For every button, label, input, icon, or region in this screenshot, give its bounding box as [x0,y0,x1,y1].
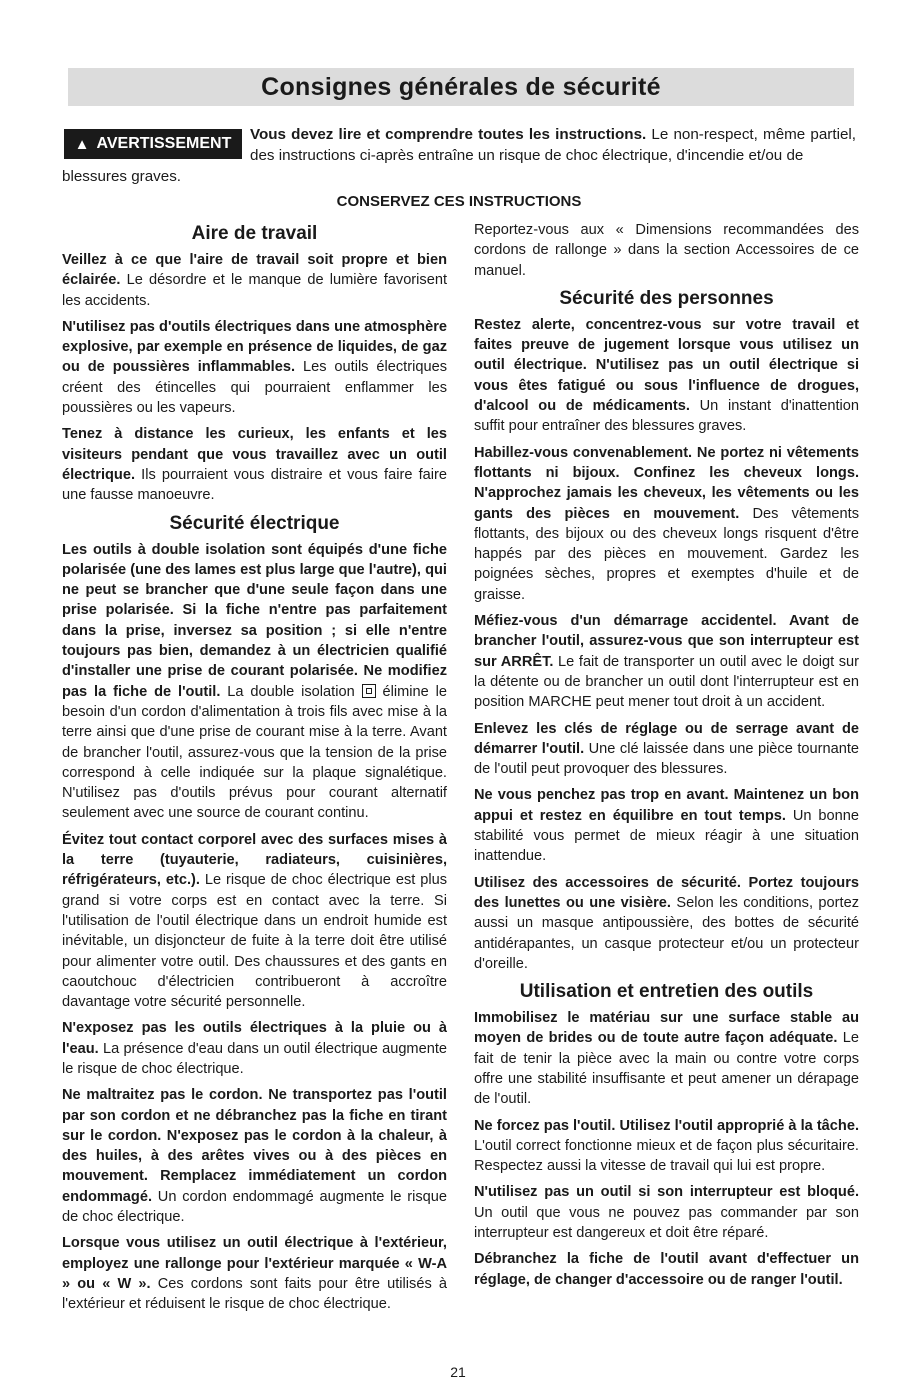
bold-lead: Enlevez les clés de réglage ou de serrage avant de démarrer l'outil. [474,720,859,757]
bold-lead: Restez alerte, concentrez-vous sur votre travail et faites preuve de jugement lorsque vous utilisez un outil électrique. N'utilisez pas un outil électrique si vous êtes fatigué ou sous l'influence de drogues, d'alcool ou de médicaments. [474,316,859,415]
body-text: Des vêtements flottants, des bijoux ou des cheveux longs risquent d'être happés par des pièces en mouvement. Gardez les poignées sèches, propres et exemptes d'huile et de graisse. [474,505,859,603]
bold-lead: N'utilisez pas d'outils électriques dans une atmosphère explosive, par exemple en présence de liquides, de gaz ou de poussières inflammables. [62,318,447,376]
paragraph [474,1116,859,1177]
body-text: Le désordre et le manque de lumière favorisent les accidents. [62,272,447,309]
page-number: 21 [450,1364,466,1380]
right-column [474,220,859,1296]
section-heading-personnes: Sécurité des personnes [559,287,774,309]
paragraph [62,317,447,418]
body-text: La présence d'eau dans un outil électrique augmente le risque de choc électrique. [62,1040,447,1077]
bold-lead: Ne maltraitez pas le cordon. Ne transportez pas l'outil par son cordon et ne débranchez pas la fiche en tirant sur le cordon. N'exposez pas le cordon à la chaleur, à des huiles, à des arêtes vives ou à des pièces en mouvement. Remplacez immédiatement un cordon endommagé. [62,1087,447,1205]
paragraph [62,1018,447,1079]
paragraph: Reportez-vous aux « Dimensions recommandées des cordons de rallonge » dans la section Accessoires de ce manuel. [474,222,859,279]
bold-lead: Lorsque vous utilisez un outil électrique à l'extérieur, employez une rallonge pour l'extérieur marquée « W-A » ou « W ». [62,1235,447,1292]
bold-lead: N'utilisez pas un outil si son interrupteur est bloqué. [474,1184,859,1201]
bold-lead: Tenez à distance les curieux, les enfants et les visiteurs pendant que vous travaillez avec un outil électrique. [62,426,447,483]
double-insulation-icon [362,684,376,698]
paragraph [474,873,859,974]
warning-label: AVERTISSEMENT [96,135,232,152]
body-text: L'outil correct fonctionne mieux et de façon plus sécuritaire. Respectez aussi la vitesse de travail qui lui est propre. [474,1137,859,1175]
left-column [62,220,447,1321]
paragraph [474,611,859,712]
warning-intro-cont: blessures graves. [62,168,182,185]
paragraph [474,1182,859,1243]
paragraph [62,1233,447,1314]
body-text: Ces cordons sont faits pour être utilisés à l'extérieur et réduisent le risque de choc électrique. [62,1275,447,1313]
bold-lead: Méfiez-vous d'un démarrage accidentel. Avant de brancher l'outil, assurez-vous que son interrupteur est sur ARRÊT. [474,613,859,670]
bold-lead: Évitez tout contact corporel avec des surfaces mises à la terre (tuyauterie, radiateurs, cuisinières, réfrigérateurs, etc.). [62,831,447,889]
body-text: Le fait de tenir la pièce avec la main ou contre votre corps offre une stabilité insuffisante et peut amener un dérapage de l'outil. [474,1030,859,1108]
page-title: Consignes générales de sécurité [261,72,661,101]
title-bar [68,68,854,106]
bold-lead: Ne forcez pas l'outil. Utilisez l'outil approprié à la tâche. [474,1117,859,1134]
paragraph [474,719,859,780]
warning-text: Le non-respect, même partiel, des instructions ci-après entraîne un risque de choc électrique, d'incendie et/ou de [250,126,856,164]
warning-bold: Vous devez lire et comprendre toutes les instructions. [250,126,647,143]
paragraph [474,1008,859,1109]
body-text: Selon les conditions, portez aussi un masque antipoussière, des bottes de sécurité antidérapantes, un casque protecteur et/ou un protecteur d'oreille. [474,894,859,972]
warning-intro [250,124,856,166]
warning-badge [64,129,242,159]
paragraph [474,785,859,866]
bold-lead: Habillez-vous convenablement. Ne portez ni vêtements flottants ni bijoux. Confinez les cheveux longs. N'approchez jamais les cheveux, les vêtements ou les gants des pièces en mouvement. [474,444,859,522]
body-text: La double isolation [220,683,362,700]
body-text: Un instant d'inattention suffit pour entraîner des blessures graves. [474,398,859,435]
paragraph [474,443,859,605]
paragraph [62,250,447,311]
body-text: Un cordon endommagé augmente le risque de choc électrique. [62,1188,447,1226]
conserve-heading: CONSERVEZ CES INSTRUCTIONS [336,193,582,210]
paragraph [62,830,447,1013]
bold-lead: Immobilisez le matériau sur une surface stable au moyen de brides ou de toute autre façon adéquate. [474,1010,859,1047]
section-heading-aire: Aire de travail [191,223,318,244]
warning-triangle-icon: ▲ [74,135,90,153]
section-heading-electrique: Sécurité électrique [169,512,340,534]
paragraph [474,315,859,437]
body-text: Les outils électriques créent des étincelles qui pourraient enflammer les poussières ou les vapeurs. [62,359,447,417]
bold-lead: Veillez à ce que l'aire de travail soit propre et bien éclairée. [62,252,447,289]
paragraph [474,1249,859,1290]
paragraph [62,540,447,824]
body-text: Un outil que vous ne pouvez pas commander par son interrupteur est dangereux et doit être réparé. [474,1204,859,1242]
bold-lead: N'exposez pas les outils électriques à la pluie ou à l'eau. [62,1020,447,1057]
paragraph [62,1085,447,1227]
body-text: Ils pourraient vous distraire et vous faire faire une fausse manoeuvre. [62,466,447,504]
body-text: Le risque de choc électrique est plus grand si votre corps est en contact avec la terre. Si l'utilisation de l'outil électrique dans un endroit humide est inévitable, un disjoncteur de fuite à la terre doit être utilisé pour alimenter votre outil. Des chaussures et des gants en caoutchouc d'électricien contribueront à accroître davantage votre sécurité personnelle. [62,872,447,1011]
body-text: élimine le besoin d'un cordon d'alimentation à trois fils avec mise à la terre ainsi que d'une prise de courant mise à la terre. Avant de brancher l'outil, assurez-vous que la tension de la prise correspond à celle indiquée sur la plaque signalétique. N'utilisez pas d'outils prévus pour courant alternatif seulement avec une source de courant continu. [62,683,447,822]
bold-lead: Débranchez la fiche de l'outil avant d'effectuer un réglage, de changer d'accessoire ou de ranger l'outil. [474,1251,859,1288]
paragraph [62,424,447,505]
bold-lead: Les outils à double isolation sont équipés d'une fiche polarisée (une des lames est plus large que l'autre), qui ne peut se brancher que d'une seule façon dans une prise polarisée. Si la fiche n'entre pas parfaitement dans la prise, inversez sa position ; si elle n'entre toujours pas bien, demandez à un électricien qualifié d'installer une prise de courant polarisée. Ne modifiez pas la fiche de l'outil. [62,541,447,700]
body-text: Une clé laissée dans une pièce tournante de l'outil peut provoquer des blessures. [474,740,859,778]
section-heading-utilisation: Utilisation et entretien des outils [519,981,814,1003]
bold-lead: Utilisez des accessoires de sécurité. Portez toujours des lunettes ou une visière. [474,874,859,911]
bold-lead: Ne vous penchez pas trop en avant. Maintenez un bon appui et restez en équilibre en tout temps. [474,787,859,824]
body-text: Un bonne stabilité vous permet de mieux réagir à une situation inattendue. [474,807,859,865]
body-text: Le fait de transporter un outil avec le doigt sur la détente ou de brancher un outil dont l'interrupteur est en position MARCHE peut mener tout droit à un accident. [474,653,859,711]
